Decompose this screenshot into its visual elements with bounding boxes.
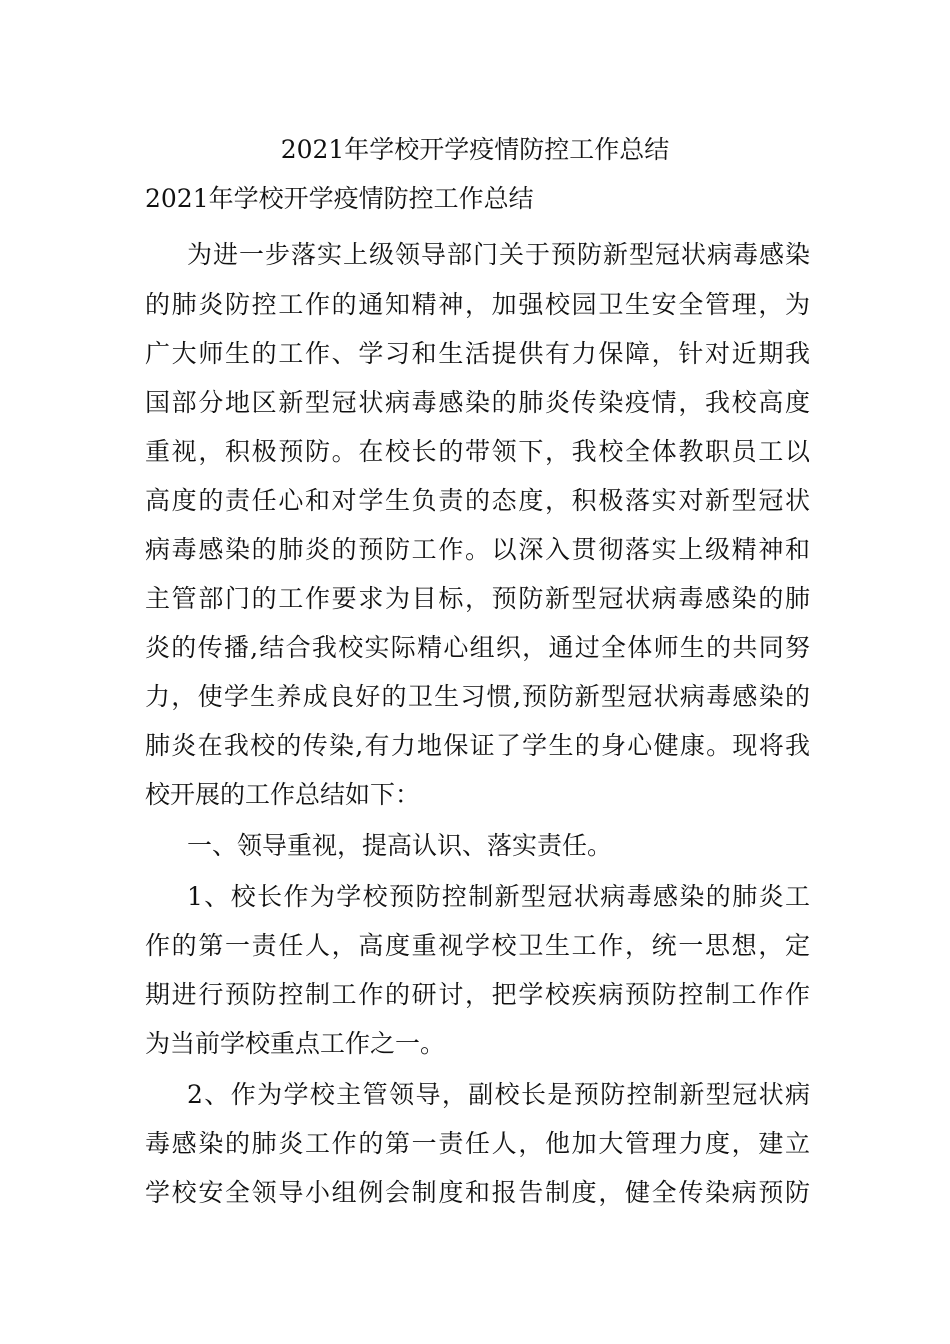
body-line: 肺炎在我校的传染,有力地保证了学生的身心健康。现将我 (145, 731, 810, 760)
body-line: 病毒感染的肺炎的预防工作。以深入贯彻落实上级精神和 (145, 535, 810, 564)
body-line: 为当前学校重点工作之一。 (145, 1029, 446, 1058)
body-line: 期进行预防控制工作的研讨，把学校疾病预防控制工作作 (145, 980, 810, 1009)
body-line: 校开展的工作总结如下： (145, 780, 421, 809)
body-line: 力，使学生养成良好的卫生习惯,预防新型冠状病毒感染的 (145, 682, 810, 711)
body-line: 为进一步落实上级领导部门关于预防新型冠状病毒感染 (187, 240, 810, 269)
section-heading: 一、领导重视，提高认识、落实责任。 (187, 831, 613, 860)
body-line: 炎的传播,结合我校实际精心组织，通过全体师生的共同努 (145, 633, 810, 662)
body-line: 广大师生的工作、学习和生活提供有力保障，针对近期我 (145, 339, 810, 368)
document-title: 2021年学校开学疫情防控工作总结 (280, 135, 670, 164)
body-line: 1、校长作为学校预防控制新型冠状病毒感染的肺炎工 (187, 882, 810, 911)
body-line: 国部分地区新型冠状病毒感染的肺炎传染疫情，我校高度 (145, 388, 810, 417)
body-line: 毒感染的肺炎工作的第一责任人，他加大管理力度，建立 (145, 1129, 810, 1158)
body-line: 学校安全领导小组例会制度和报告制度，健全传染病预防 (145, 1178, 810, 1207)
body-line: 重视，积极预防。在校长的带领下，我校全体教职员工以 (145, 437, 810, 466)
document-subtitle: 2021年学校开学疫情防控工作总结 (145, 184, 534, 213)
body-line: 高度的责任心和对学生负责的态度，积极落实对新型冠状 (145, 486, 810, 515)
body-line: 的肺炎防控工作的通知精神，加强校园卫生安全管理，为 (145, 290, 810, 319)
body-line: 作的第一责任人，高度重视学校卫生工作，统一思想，定 (145, 931, 810, 960)
body-line: 2、作为学校主管领导，副校长是预防控制新型冠状病 (187, 1080, 810, 1109)
body-line: 主管部门的工作要求为目标，预防新型冠状病毒感染的肺 (145, 584, 810, 613)
